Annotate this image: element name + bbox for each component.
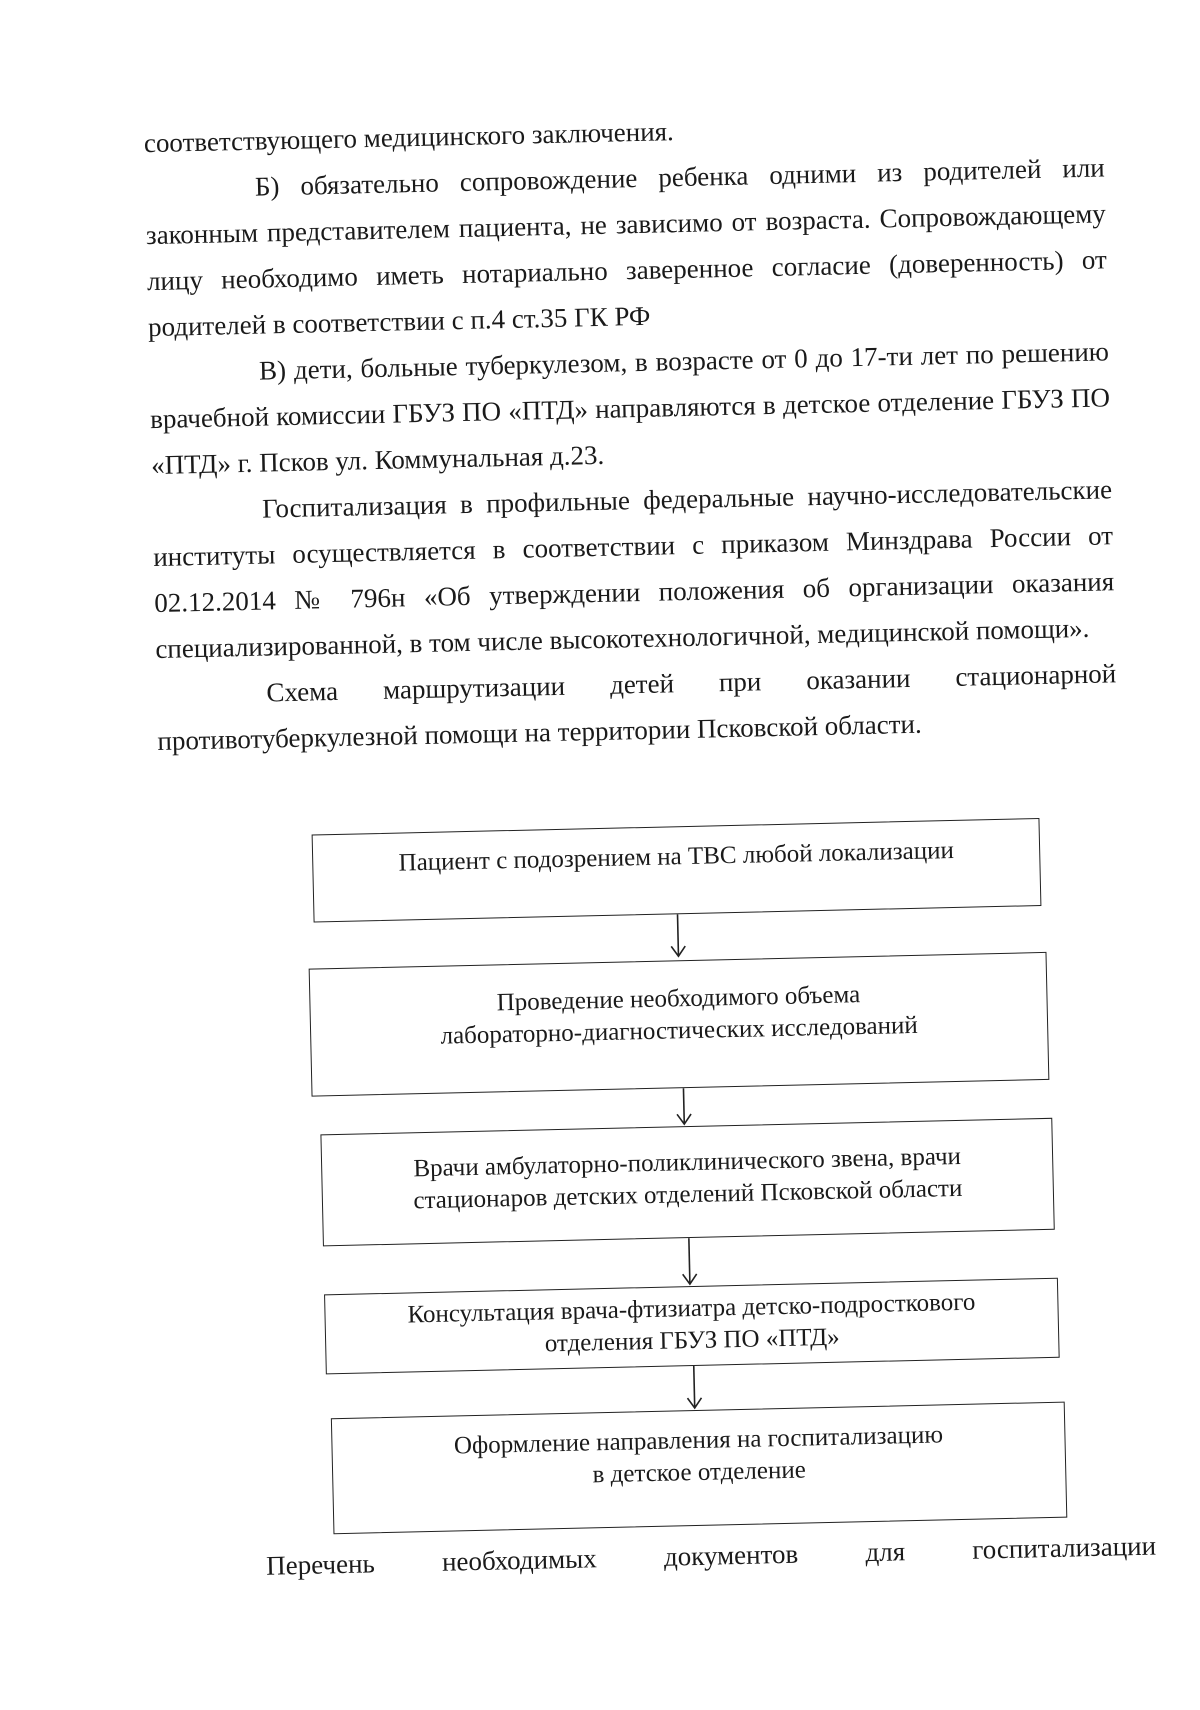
flow-step-3-line1: Врачи амбулаторно-поликлинического звена, врачи bbox=[413, 1142, 962, 1183]
flow-step-1 bbox=[312, 818, 1042, 922]
paragraph-scheme-title: Схема маршрутизации детей при оказании стационарной противотуберкулезной помощи на территории Псковской области. bbox=[157, 658, 1117, 757]
flow-step-4-line1: Консультация врача-фтизиатра детско-подросткового bbox=[407, 1288, 976, 1329]
flow-arrow-3 bbox=[679, 1238, 700, 1278]
paragraph-hospitalization: Госпитализация в профильные федеральные научно-исследовательские институты осуществляется в соответствии с приказом Минздрава России от 02.12.2014 № 796н «Об утверждении положения об организации оказания специализированной, в том числе высокотехнологичной, медицинской помощи». bbox=[152, 474, 1115, 665]
flow-arrow-1 bbox=[668, 914, 689, 954]
flow-step-2-line1: Проведение необходимого объема bbox=[496, 981, 861, 1017]
arrow-down-icon bbox=[673, 1088, 694, 1128]
flow-step-5-line2: в детское отделение bbox=[592, 1456, 807, 1489]
flow-arrow-4 bbox=[684, 1366, 705, 1406]
flow-step-4-line2: отделения ГБУЗ ПО «ПТД» bbox=[544, 1323, 840, 1358]
arrow-down-icon bbox=[679, 1238, 700, 1288]
flow-step-4 bbox=[324, 1278, 1060, 1375]
arrow-down-icon bbox=[684, 1366, 705, 1412]
paragraph-continuation: соответствующего медицинского заключения. bbox=[143, 116, 675, 159]
flow-arrow-2 bbox=[673, 1088, 694, 1128]
flow-step-5 bbox=[331, 1402, 1067, 1535]
flow-step-3-line2: стационаров детских отделений Псковской области bbox=[413, 1174, 963, 1215]
documents-list-heading: Перечень необходимых документов для госпитализации bbox=[265, 1530, 1157, 1581]
paragraph-item-b: Б) обязательно сопровождение ребенка одними из родителей или законным представителем пациента, не зависимо от возраста. Сопровождающему лицу необходимо иметь нотариально заверенное согласие (доверенность) от родителей в соответствии с п.4 ст.35 ГК РФ bbox=[145, 152, 1108, 343]
flow-step-5-line1: Оформление направления на госпитализацию bbox=[453, 1421, 944, 1460]
flow-step-3 bbox=[320, 1118, 1054, 1247]
arrow-down-icon bbox=[668, 914, 689, 958]
flow-step-2-line2: лабораторно-диагностических исследований bbox=[440, 1011, 919, 1050]
paragraph-item-v: В) дети, больные туберкулезом, в возрасте от 0 до 17-ти лет по решению врачебной комиссии ГБУЗ ПО «ПТД» направляются в детское отделение ГБУЗ ПО «ПТД» г. Псков ул. Коммунальная д.23. bbox=[149, 336, 1111, 481]
flow-step-2 bbox=[309, 952, 1050, 1097]
flow-step-1-line1: Пациент с подозрением на ТВС любой локализации bbox=[398, 836, 955, 877]
